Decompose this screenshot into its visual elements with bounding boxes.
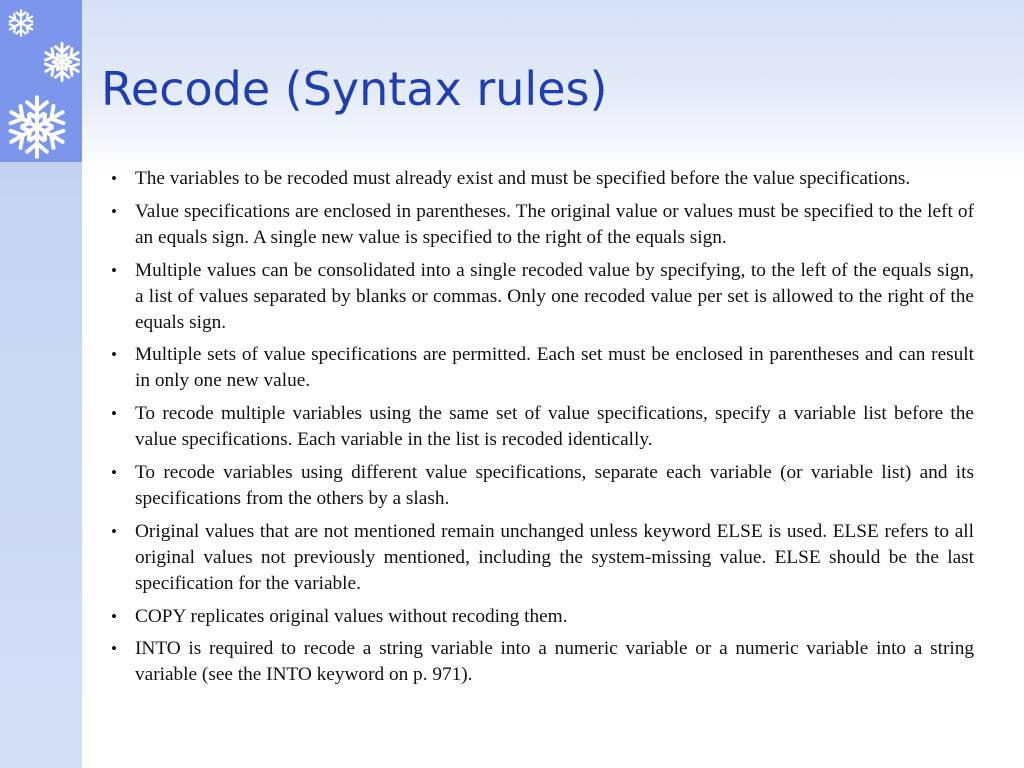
- snowflake-icon: [40, 40, 84, 84]
- bullet-icon: •: [111, 462, 117, 482]
- bullet-item: [109, 166, 974, 192]
- bullet-item: [109, 636, 974, 688]
- bullet-icon: •: [111, 201, 117, 221]
- slide-title: Recode (Syntax rules): [101, 62, 608, 116]
- snowflake-panel: [0, 0, 82, 162]
- bullet-text: COPY replicates original values without recoding them.: [135, 605, 568, 627]
- bullet-text: Multiple values can be consolidated into a single recoded value by specifying, to the left of the equals sign, a list of values separated by blanks or commas. Only one recoded value per set is allowed to the right of the equals sign.: [135, 259, 974, 333]
- bullet-icon: •: [111, 345, 117, 365]
- snowflake-icon: [6, 8, 36, 38]
- bullet-text: To recode variables using different value specifications, separate each variable (or variable list) and its specifications from the others by a slash.: [135, 461, 974, 509]
- bullet-icon: •: [111, 521, 117, 541]
- bullet-item: [109, 460, 974, 512]
- bullet-text: To recode multiple variables using the same set of value specifications, specify a variable list before the value specifications. Each variable in the list is recoded identically.: [135, 403, 974, 451]
- bullet-icon: •: [111, 169, 117, 188]
- bullet-icon: •: [111, 606, 117, 626]
- bullet-text: Value specifications are enclosed in parentheses. The original value or values must be specified to the left of an equals sign. A single new value is specified to the right of the equals sign.: [135, 200, 974, 248]
- bullet-item: [109, 401, 974, 453]
- bullet-list: [109, 166, 974, 695]
- bullet-text: The variables to be recoded must already exist and must be specified before the value specifications.: [135, 168, 911, 189]
- snowflake-icon: [4, 94, 70, 160]
- bullet-icon: •: [111, 260, 117, 280]
- bullet-item: [109, 342, 974, 394]
- bullet-text: INTO is required to recode a string variable into a numeric variable or a numeric variable into a string variable (see the INTO keyword on p. 971).: [135, 638, 974, 686]
- bullet-item: [109, 604, 974, 630]
- bullet-icon: •: [111, 404, 117, 424]
- bullet-item: [109, 199, 974, 251]
- bullet-text: Multiple sets of value specifications are permitted. Each set must be enclosed in parentheses and can result in only one new value.: [135, 344, 974, 392]
- bullet-item: [109, 519, 974, 597]
- bullet-icon: •: [111, 639, 117, 659]
- bullet-text: Original values that are not mentioned remain unchanged unless keyword ELSE is used. ELSE refers to all original values not previously mentioned, including the system-missing value. ELSE should be the last specification for the variable.: [135, 520, 974, 594]
- bullet-item: [109, 258, 974, 336]
